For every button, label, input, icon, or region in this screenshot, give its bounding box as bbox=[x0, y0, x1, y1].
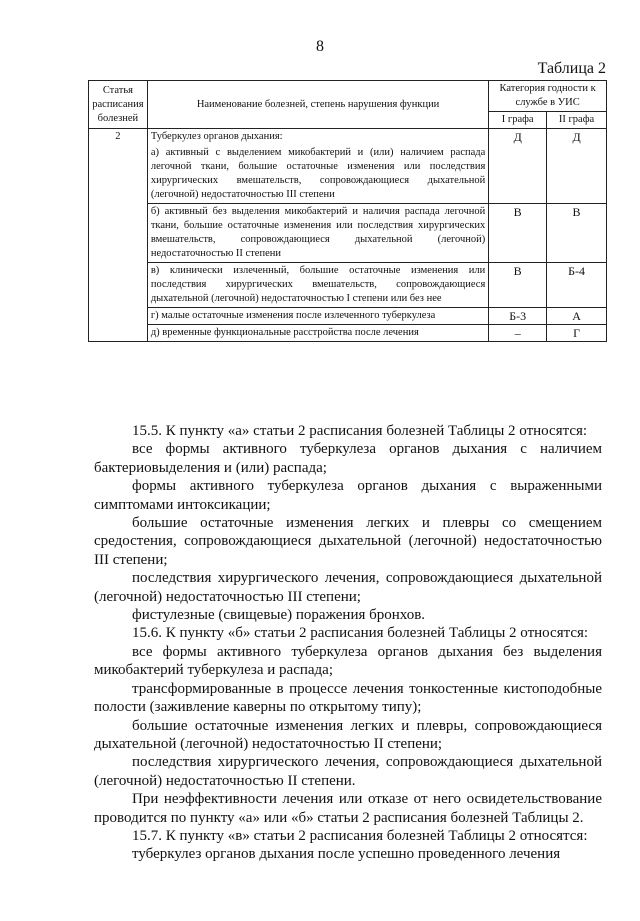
category-col1: – bbox=[489, 325, 547, 342]
category-col2: Д bbox=[547, 129, 607, 204]
category-col2: А bbox=[547, 308, 607, 325]
table-row bbox=[89, 325, 607, 342]
category-col1: Д bbox=[489, 129, 547, 204]
disease-text: а) активный с выделением микобактерий и (или) наличием распада легочной ткани, большие остаточные изменения или последствия хирургических вмешательств, сопровождающиеся дыхательной (легочной) недостаточностью III степени bbox=[150, 147, 486, 200]
paragraph: туберкулез органов дыхания после успешно проведенного лечения bbox=[132, 846, 561, 863]
paragraph: 15.7. К пункту «в» статьи 2 расписания болезней Таблицы 2 относятся: bbox=[132, 827, 588, 844]
paragraph: большие остаточные изменения легких и плевры со смещением средостения, сопровождающиеся дыхательной (легочной) недостаточностью III степени; bbox=[94, 515, 602, 568]
disease-name-cell bbox=[147, 308, 488, 325]
header-article: Статья расписания болезней bbox=[89, 81, 148, 129]
disease-text: в) клинически излеченный, большие остаточные изменения или последствия хирургических вмешательств, сопровождающиеся дыхательной (легочной) недостаточностью I степени или без нее bbox=[150, 265, 486, 304]
category-col2: Б-4 bbox=[547, 263, 607, 308]
paragraph: большие остаточные изменения легких и плевры, сопровождающиеся дыхательной (легочной) недостаточностью II степени; bbox=[94, 717, 602, 752]
category-col2: В bbox=[547, 204, 607, 263]
header-col1: I графа bbox=[489, 112, 547, 129]
category-col1: В bbox=[489, 263, 547, 308]
category-col1: Б-3 bbox=[489, 308, 547, 325]
body-text bbox=[94, 422, 602, 864]
paragraph: 15.6. К пункту «б» статьи 2 расписания болезней Таблицы 2 относятся: bbox=[132, 625, 589, 642]
disease-name-cell bbox=[147, 263, 488, 308]
paragraph: последствия хирургического лечения, сопровождающиеся дыхательной (легочной) недостаточностью II степени. bbox=[94, 754, 602, 789]
disease-text: б) активный без выделения микобактерий и наличия распада легочной ткани, большие остаточные изменения или последствия хирургических вмешательств, сопровождающиеся дыхательной (легочной) недостаточностью II степени bbox=[150, 206, 486, 259]
paragraph: 15.5. К пункту «а» статьи 2 расписания болезней Таблицы 2 относятся: bbox=[132, 423, 588, 439]
table-row bbox=[89, 204, 607, 263]
group-title: Туберкулез органов дыхания: bbox=[150, 131, 283, 142]
disease-text: г) малые остаточные изменения после излеченного туберкулеза bbox=[150, 310, 436, 321]
paragraph: трансформированные в процессе лечения тонкостенные кистоподобные полости (заживление каверны по открытому типу); bbox=[94, 680, 602, 716]
disease-name-cell bbox=[147, 325, 488, 342]
article-number: 2 bbox=[89, 129, 148, 342]
paragraph: последствия хирургического лечения, сопровождающиеся дыхательной (легочной) недостаточностью III степени; bbox=[94, 570, 602, 605]
disease-name-cell bbox=[147, 204, 488, 263]
table-row bbox=[89, 263, 607, 308]
category-col2: Г bbox=[547, 325, 607, 342]
table-caption: Таблица 2 bbox=[537, 60, 606, 77]
paragraph: все формы активного туберкулеза органов дыхания без выделения микобактерий туберкулеза и распада; bbox=[94, 643, 602, 679]
table-row bbox=[89, 308, 607, 325]
paragraph: фистулезные (свищевые) поражения бронхов. bbox=[132, 607, 426, 624]
disease-name-cell bbox=[147, 129, 488, 204]
paragraph: все формы активного туберкулеза органов дыхания с наличием бактериовыделения и (или) распада; bbox=[94, 441, 602, 476]
table-row bbox=[89, 129, 607, 204]
diseases-table bbox=[88, 80, 607, 342]
page-number: 8 bbox=[316, 38, 324, 55]
header-category: Категория годности к службе в УИС bbox=[489, 81, 607, 112]
disease-text: д) временные функциональные расстройства после лечения bbox=[150, 327, 419, 338]
category-col1: В bbox=[489, 204, 547, 263]
header-col2: II графа bbox=[547, 112, 607, 129]
paragraph: При неэффективности лечения или отказе от него освидетельствование проводится по пункту «а» или «б» статьи 2 расписания болезней Таблицы 2. bbox=[94, 791, 602, 826]
paragraph: формы активного туберкулеза органов дыхания с выраженными симптомами интоксикации; bbox=[94, 478, 602, 513]
header-name: Наименование болезней, степень нарушения функции bbox=[147, 81, 488, 129]
